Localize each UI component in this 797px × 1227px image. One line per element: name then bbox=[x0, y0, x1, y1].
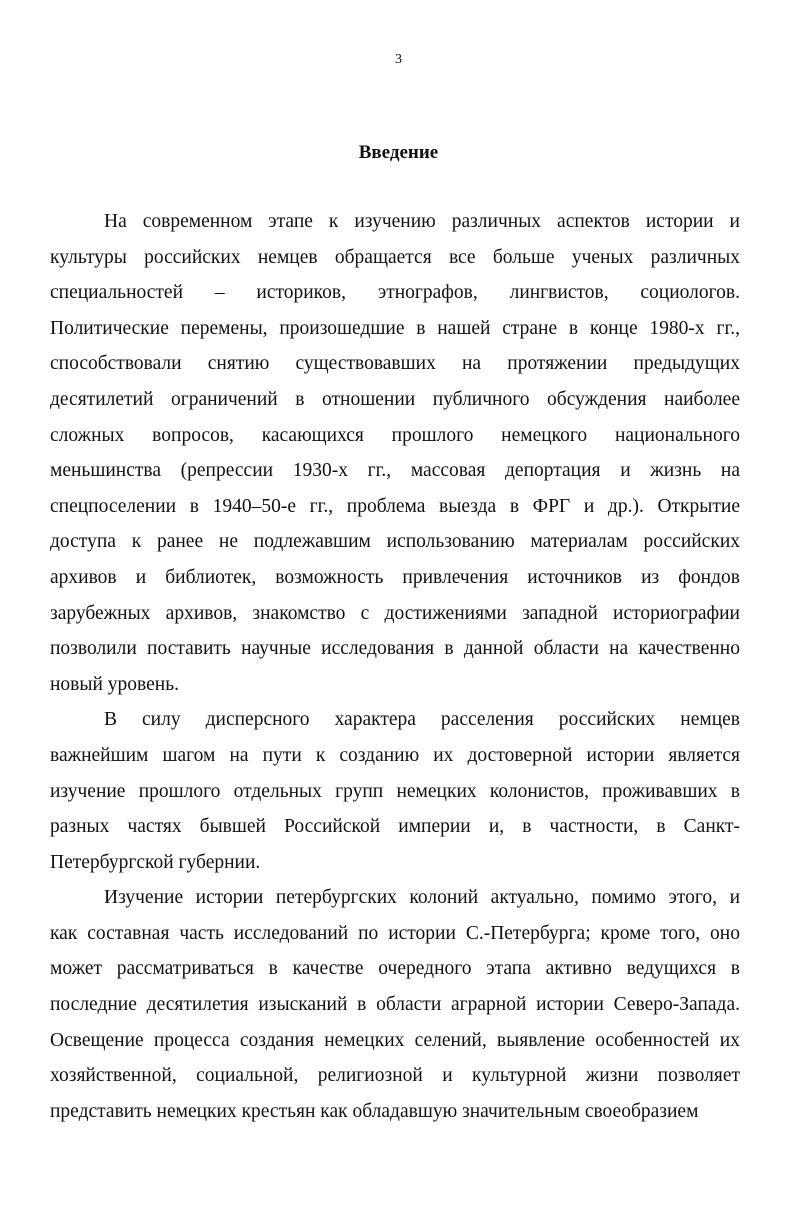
text-line: способствовали снятию существовавших на протяжении предыдущих bbox=[50, 353, 740, 375]
text-line: архивов и библиотек, возможность привлечения источников из фондов bbox=[50, 566, 740, 588]
section-heading: Введение bbox=[358, 142, 439, 163]
text-line: спецпоселении в 1940–50-е гг., проблема выезда в ФРГ и др.). Открытие bbox=[50, 495, 740, 517]
text-line: доступа к ранее не подлежавшим использованию материалам российских bbox=[50, 531, 740, 553]
text-line: представить немецких крестьян как обладавшую значительным своеобразием bbox=[50, 1100, 699, 1122]
text-line: Петербургской губернии. bbox=[50, 851, 261, 873]
text-line: последние десятилетия изысканий в области аграрной истории Северо-Запада. bbox=[50, 994, 740, 1016]
body-text bbox=[50, 204, 740, 1129]
text-line: Освещение процесса создания немецких селений, выявление особенностей их bbox=[50, 1029, 740, 1051]
text-line: как составная часть исследований по истории С.-Петербурга; кроме того, оно bbox=[50, 922, 740, 944]
text-line: сложных вопросов, касающихся прошлого немецкого национального bbox=[50, 424, 740, 446]
text-line: десятилетий ограничений в отношении публичного обсуждения наиболее bbox=[50, 388, 740, 410]
text-line: Политические перемены, произошедшие в нашей стране в конце 1980-х гг., bbox=[50, 317, 740, 339]
text-line: Изучение истории петербургских колоний актуально, помимо этого, и bbox=[104, 887, 740, 909]
text-line: разных частях бывшей Российской империи и, в частности, в Санкт- bbox=[50, 816, 740, 838]
text-line: меньшинства (репрессии 1930-х гг., массовая депортация и жизнь на bbox=[50, 460, 740, 482]
text-line: специальностей – историков, этнографов, лингвистов, социологов. bbox=[50, 282, 740, 304]
paragraph bbox=[50, 702, 740, 880]
text-line: зарубежных архивов, знакомство с достижениями западной историографии bbox=[50, 602, 740, 624]
text-line: изучение прошлого отдельных групп немецких колонистов, проживавших в bbox=[50, 780, 740, 802]
text-line: позволили поставить научные исследования в данной области на качественно bbox=[50, 638, 740, 660]
paragraph bbox=[50, 204, 740, 702]
text-line: В силу дисперсного характера расселения российских немцев bbox=[104, 709, 740, 731]
text-line: важнейшим шагом на пути к созданию их достоверной истории является bbox=[50, 744, 740, 766]
text-line: может рассматриваться в качестве очередного этапа активно ведущихся в bbox=[50, 958, 740, 980]
text-line: На современном этапе к изучению различных аспектов истории и bbox=[104, 211, 740, 232]
text-line: новый уровень. bbox=[50, 673, 180, 695]
paragraph bbox=[50, 880, 740, 1129]
page-number: 3 bbox=[395, 52, 402, 67]
text-line: культуры российских немцев обращается все больше ученых различных bbox=[50, 246, 740, 268]
text-line: хозяйственной, социальной, религиозной и культурной жизни позволяет bbox=[50, 1065, 740, 1087]
